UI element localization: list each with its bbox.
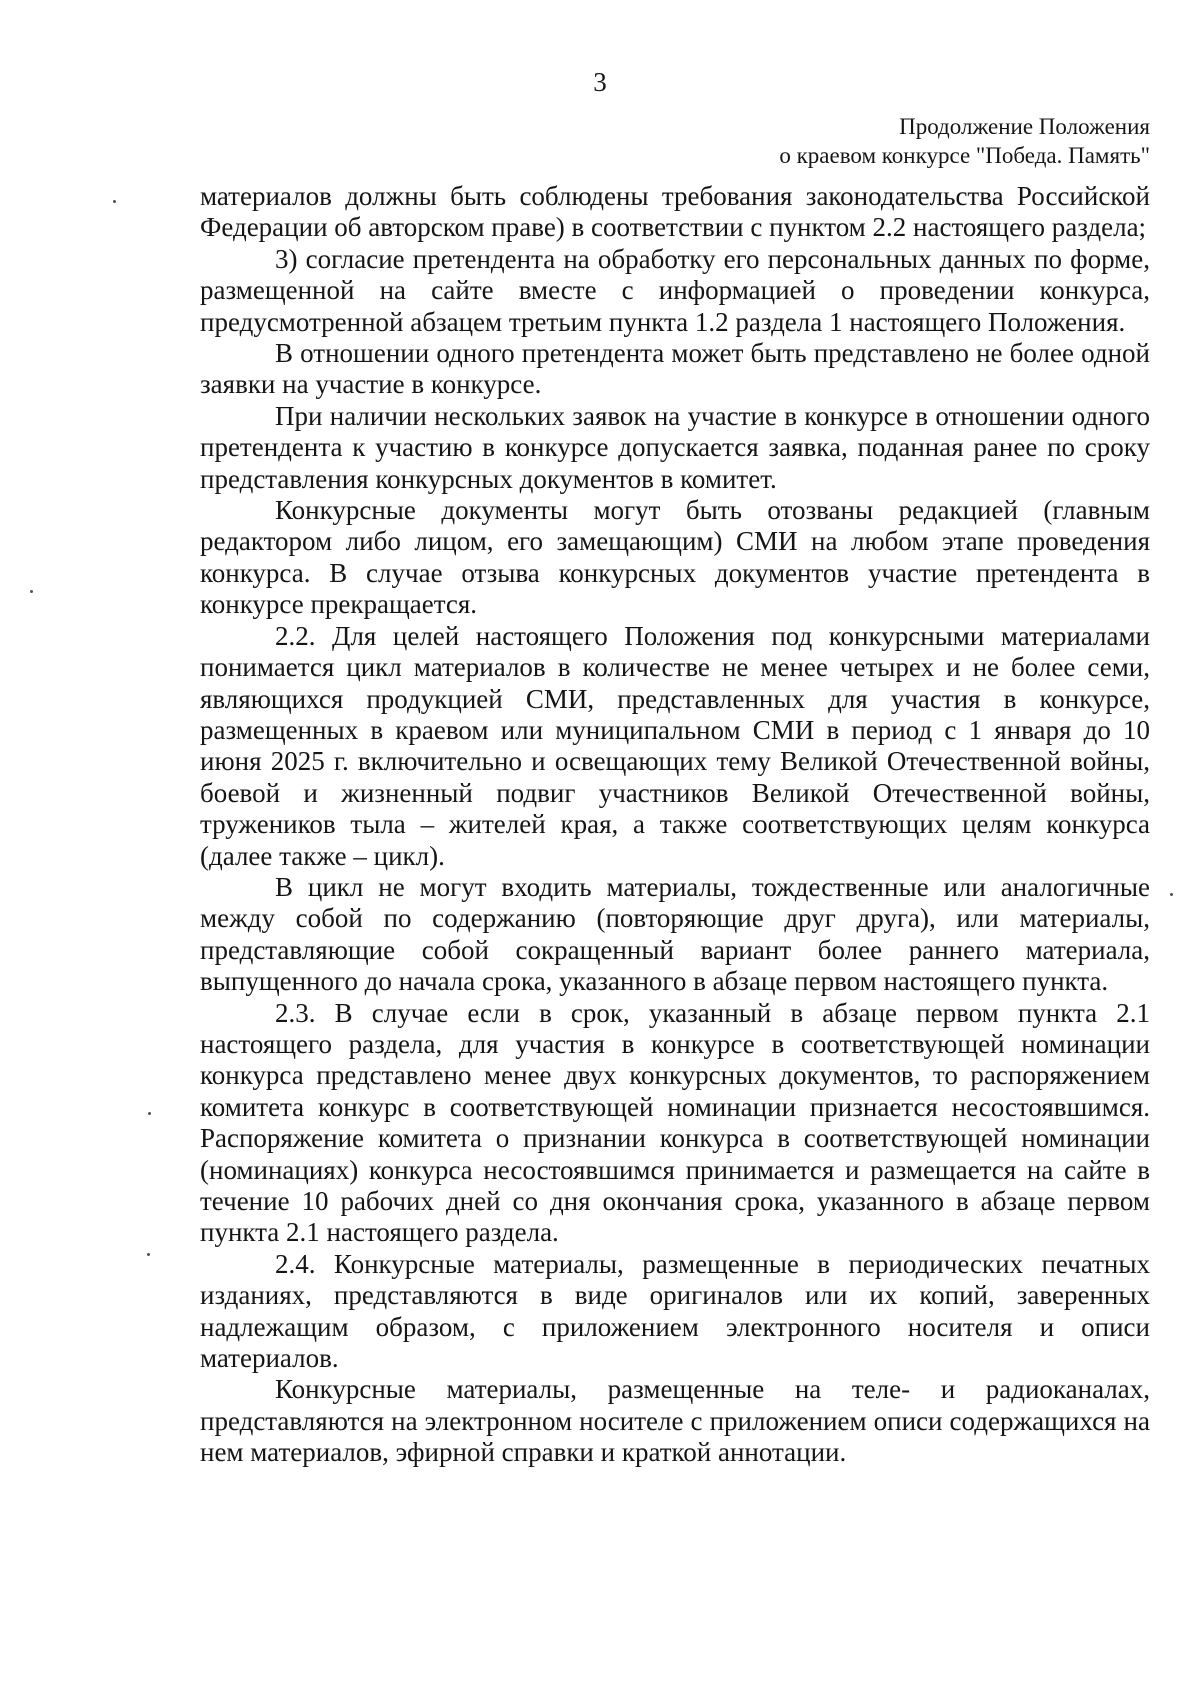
- paragraph-section-2-3: 2.3. В случае если в срок, указанный в абзаце первом пункта 2.1 настоящего раздела, для участия в конкурсе в соответствующей номинации конкурса представлено менее двух конкурсных документов, то распоряжением комитета конкурс в соответствующей номинации признается несостоявшимся. Распоряжение комитета о признании конкурса в соответствующей номинации (номинациях) конкурса несостоявшимся принимается и размещается на сайте в течение 10 рабочих дней со дня окончания срока, указанного в абзаце первом пункта 2.1 настоящего раздела.: [200, 997, 1150, 1248]
- paragraph-continued: материалов должны быть соблюдены требования законодательства Российской Федерации об авторском праве) в соответствии с пунктом 2.2 настоящего раздела;: [200, 181, 1150, 243]
- paragraph: При наличии нескольких заявок на участие в конкурсе в отношении одного претендента к участию в конкурсе допускается заявка, поданная ранее по сроку представления конкурсных документов в комитет.: [200, 400, 1150, 494]
- paragraph: В цикл не могут входить материалы, тождественные или аналогичные между собой по содержанию (повторяющие друг друга), или материалы, представляющие собой сокращенный вариант более раннего материала, выпущенного до начала срока, указанного в абзаце первом настоящего пункта.: [200, 871, 1150, 997]
- paragraph: 3) согласие претендента на обработку его персональных данных по форме, размещенной на сайте вместе с информацией о проведении конкурса, предусмотренной абзацем третьим пункта 1.2 раздела 1 настоящего Положения.: [200, 243, 1150, 337]
- scan-speck: [148, 1112, 151, 1115]
- paragraph-section-2-2: 2.2. Для целей настоящего Положения под конкурсными материалами понимается цикл материалов в количестве не менее четырех и не более семи, являющихся продукцией СМИ, представленных для участия в конкурсе, размещенных в краевом или муниципальном СМИ в период с 1 января до 10 июня 2025 г. включительно и освещающих тему Великой Отечественной войны, боевой и жизненный подвиг участников Великой Отечественной войны, тружеников тыла – жителей края, а также соответствующих целям конкурса (далее также – цикл).: [200, 620, 1150, 871]
- paragraph: В отношении одного претендента может быть представлено не более одной заявки на участие в конкурсе.: [200, 338, 1150, 400]
- continuation-line-1: Продолжение Положения: [899, 114, 1150, 139]
- page-number: 3: [593, 67, 607, 97]
- scan-speck: [147, 1253, 150, 1256]
- continuation-header: [779, 112, 1150, 170]
- scan-speck: [30, 590, 33, 593]
- document-body: [200, 181, 1150, 1469]
- scan-speck: [113, 200, 116, 203]
- paragraph: Конкурсные документы могут быть отозваны редакцией (главным редактором либо лицом, его замещающим) СМИ на любом этапе проведения конкурса. В случае отзыва конкурсных документов участие претендента в конкурсе прекращается.: [200, 495, 1150, 620]
- scan-speck: [1170, 893, 1173, 896]
- paragraph-section-2-4: 2.4. Конкурсные материалы, размещенные в периодических печатных изданиях, представляются в виде оригиналов или их копий, заверенных надлежащим образом, с приложением электронного носителя и описи материалов.: [200, 1248, 1150, 1374]
- continuation-line-2: о краевом конкурсе "Победа. Память": [779, 143, 1150, 168]
- paragraph: Конкурсные материалы, размещенные на теле- и радиоканалах, представляются на электронном носителе с приложением описи содержащихся на нем материалов, эфирной справки и краткой аннотации.: [200, 1374, 1150, 1468]
